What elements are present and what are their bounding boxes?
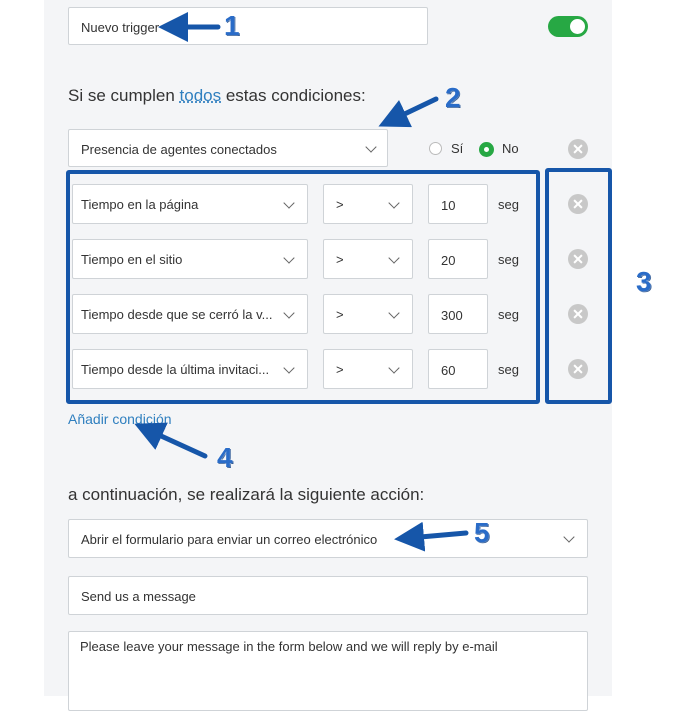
- condition-field-label: Tiempo en la página: [81, 197, 199, 212]
- condition-unit: seg: [498, 197, 519, 212]
- action-select-label: Abrir el formulario para enviar un correo electrónico: [81, 532, 378, 547]
- arrow-5: [409, 533, 466, 538]
- form-title-value: Send us a message: [81, 589, 196, 604]
- condition-operator-label: >: [336, 307, 344, 322]
- radio-yes-label: Sí: [451, 141, 464, 156]
- form-message-value: Please leave your message in the form below and we will reply by e-mail: [80, 639, 498, 654]
- condition-field-label: Tiempo desde la última invitaci...: [81, 362, 270, 377]
- condition-operator-label: >: [336, 252, 344, 267]
- match-mode-link[interactable]: todos: [179, 86, 222, 105]
- condition-field-label: Tiempo en el sitio: [81, 252, 183, 267]
- condition-operator-label: >: [336, 362, 344, 377]
- condition-unit: seg: [498, 252, 519, 267]
- radio-no-label: No: [502, 141, 519, 156]
- condition-field-label: Tiempo desde que se cerró la v...: [81, 307, 273, 322]
- condition-value: 300: [441, 308, 463, 323]
- annotation-3: 3: [636, 266, 652, 297]
- condition-value: 60: [441, 363, 456, 378]
- annotation-2: 2: [445, 82, 461, 113]
- add-condition-link[interactable]: Añadir condición: [68, 411, 172, 427]
- condition-value: 20: [441, 253, 456, 268]
- presence-condition-label: Presencia de agentes conectados: [81, 142, 277, 157]
- condition-value: 10: [441, 198, 456, 213]
- conditions-heading-prefix: Si se cumplen: [68, 86, 175, 105]
- annotation-1: 1: [224, 10, 240, 41]
- condition-operator-label: >: [336, 197, 344, 212]
- annotation-5: 5: [474, 517, 490, 548]
- arrow-4: [148, 430, 205, 456]
- condition-unit: seg: [498, 362, 519, 377]
- arrow-2: [392, 99, 436, 120]
- conditions-heading-suffix: estas condiciones:: [225, 86, 366, 105]
- annotation-4: 4: [217, 442, 233, 473]
- trigger-name-value: Nuevo trigger: [81, 20, 160, 35]
- condition-unit: seg: [498, 307, 519, 322]
- action-heading: a continuación, se realizará la siguiente acción:: [68, 485, 425, 504]
